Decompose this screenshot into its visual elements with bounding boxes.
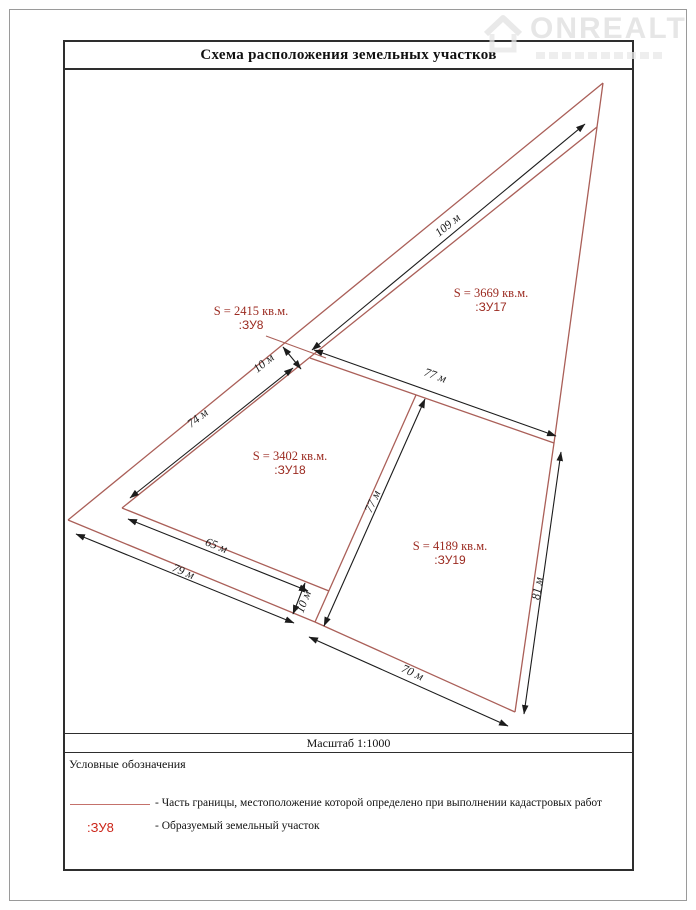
legend-item-boundary: - Часть границы, местоположение которой определено при выполнении кадастровых работ <box>155 797 603 809</box>
zu8-leader-line <box>266 336 326 358</box>
parcel-code: :ЗУ17 <box>475 300 507 314</box>
watermark-brand: ONREALT <box>530 12 687 45</box>
parcel-code: :ЗУ18 <box>274 463 306 477</box>
parcel-code: :ЗУ19 <box>434 553 466 567</box>
dimension-label: 77 м <box>422 364 449 386</box>
dimension-line-74m <box>130 368 293 498</box>
parcel-area: S = 4189 кв.м. <box>412 539 488 553</box>
dimension-labels <box>170 210 545 683</box>
house-logo-icon <box>480 10 526 56</box>
parcel-code: :ЗУ8 <box>238 318 264 332</box>
scale-label: Масштаб 1:1000 <box>306 736 391 750</box>
parcel-area: S = 3669 кв.м. <box>453 286 529 300</box>
dimension-line-77m-top <box>314 350 556 436</box>
watermark-subline <box>536 52 666 59</box>
dimension-lines <box>76 124 585 726</box>
dimension-label: 81 м <box>528 576 546 601</box>
legend-item-parcel-code: :ЗУ8 <box>87 820 114 835</box>
dimension-line-10m-top <box>283 347 301 369</box>
parcel-label-zu19 <box>380 539 520 567</box>
dimension-line-70m <box>309 637 508 726</box>
watermark <box>478 8 690 64</box>
dimension-label: 10 м <box>292 588 314 615</box>
legend-item-parcel: - Образуемый земельный участок <box>155 820 320 832</box>
legend-heading: Условные обозначения <box>69 757 186 771</box>
dimension-label: 10 м <box>250 350 277 376</box>
parcel-area: S = 2415 кв.м. <box>213 304 289 318</box>
dimension-label: 70 м <box>399 661 426 684</box>
boundary-right-edge <box>515 83 603 712</box>
dimension-label: 79 м <box>170 560 197 583</box>
dimension-line-109m <box>312 124 585 350</box>
parcel-boundaries <box>68 83 603 712</box>
parcel-area: S = 3402 кв.м. <box>252 449 328 463</box>
page-title: Схема расположения земельных участков <box>200 46 497 63</box>
dimension-line-65m <box>128 519 308 591</box>
dimension-label: 109 м <box>431 210 463 240</box>
parcel-label-zu18 <box>220 449 360 477</box>
parcel-label-zu17 <box>421 286 561 314</box>
dimension-label: 77 м <box>361 488 384 515</box>
dimension-label: 74 м <box>184 405 211 431</box>
dimension-label: 65 м <box>203 534 230 556</box>
parcel-label-zu8 <box>181 304 321 332</box>
